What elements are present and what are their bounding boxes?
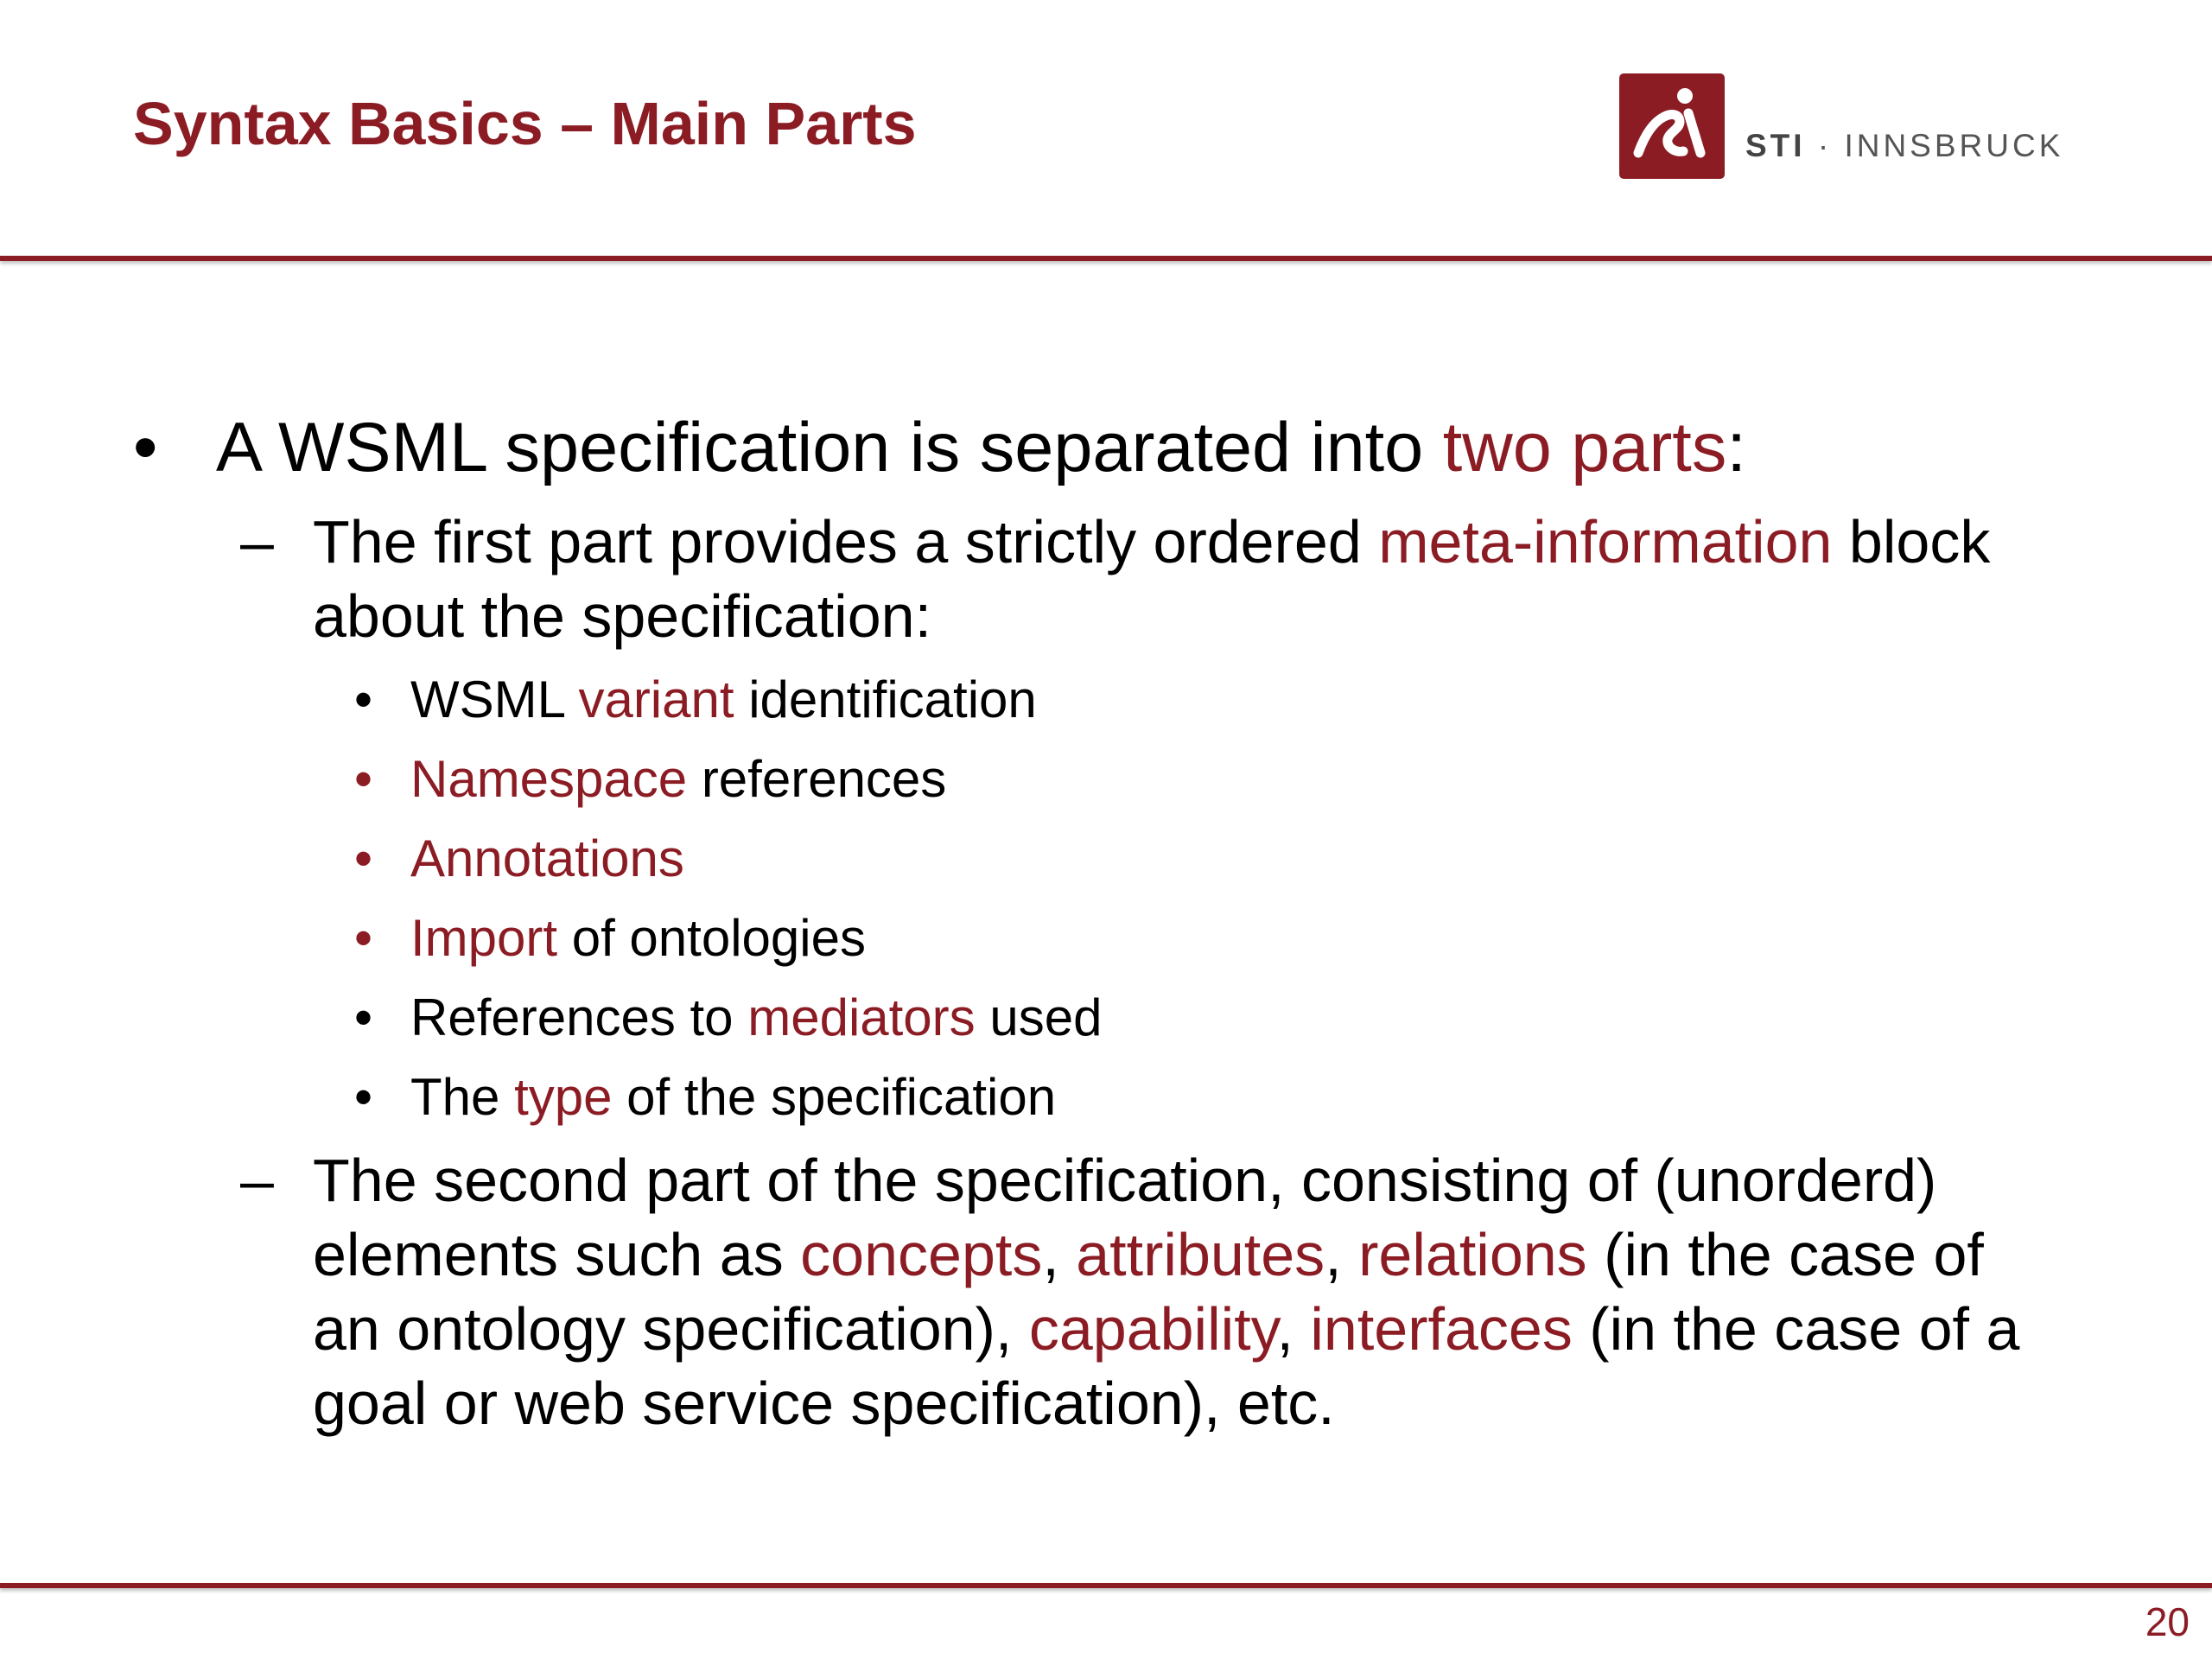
slide-title: Syntax Basics – Main Parts bbox=[133, 90, 917, 157]
main-bullet-post: : bbox=[1726, 409, 1746, 486]
logo-text-separator: · bbox=[1805, 128, 1845, 163]
first-part-pre: The first part provides a strictly ordered bbox=[313, 508, 1379, 575]
sub-item-annotations bbox=[410, 829, 684, 888]
second-part-pre: an ontology specification), bbox=[313, 1295, 1029, 1363]
second-part-line-3 bbox=[313, 1292, 2019, 1366]
sub-item-post: of the specification bbox=[612, 1068, 1057, 1126]
sub-bullet-marker: • bbox=[354, 988, 373, 1046]
second-part-line-1: The second part of the specification, consisting of (unorderd) bbox=[313, 1147, 1937, 1214]
second-part-line-4: goal or web service specification), etc. bbox=[313, 1370, 1335, 1437]
interfaces-highlight: interfaces bbox=[1310, 1295, 1573, 1363]
capability-highlight: capability bbox=[1028, 1295, 1277, 1363]
first-part-highlight: meta-information bbox=[1378, 508, 1833, 575]
logo-text-bold: STI bbox=[1745, 128, 1806, 163]
sub-item-highlight: mediators bbox=[747, 988, 976, 1046]
logo-text bbox=[1745, 128, 2063, 164]
concepts-highlight: concepts bbox=[800, 1221, 1043, 1288]
sub-item-namespace bbox=[410, 749, 946, 809]
sub-item-mediators bbox=[410, 988, 1102, 1047]
footer-rule bbox=[0, 1583, 2212, 1588]
logo-text-rest: INNSBRUCK bbox=[1844, 128, 2064, 163]
sub-item-highlight: Namespace bbox=[410, 750, 688, 808]
second-part-pre: elements such as bbox=[313, 1221, 801, 1288]
main-bullet-text bbox=[216, 408, 1746, 488]
dash-marker: – bbox=[240, 508, 274, 575]
sub-item-highlight: type bbox=[514, 1068, 613, 1126]
separator: , bbox=[1276, 1295, 1311, 1363]
header-rule bbox=[0, 256, 2212, 261]
sub-item-pre: References to bbox=[410, 988, 748, 1046]
attributes-highlight: attributes bbox=[1076, 1221, 1325, 1288]
first-part-line-2: about the specification: bbox=[313, 582, 932, 650]
sub-item-highlight: Import bbox=[410, 909, 558, 967]
separator: , bbox=[1325, 1221, 1359, 1288]
sub-item-highlight: variant bbox=[578, 671, 734, 728]
sub-bullet-marker: • bbox=[354, 1068, 373, 1126]
relations-highlight: relations bbox=[1358, 1221, 1587, 1288]
sub-bullet-marker: • bbox=[354, 830, 373, 887]
sub-item-post: references bbox=[687, 750, 947, 808]
main-bullet-highlight: two parts bbox=[1442, 409, 1727, 486]
sub-item-highlight: Annotations bbox=[410, 830, 684, 887]
second-part-post: (in the case of a bbox=[1572, 1295, 2020, 1363]
sub-item-import bbox=[410, 908, 866, 968]
sub-item-pre: The bbox=[410, 1068, 515, 1126]
second-part-line-2 bbox=[313, 1217, 1984, 1292]
page-number: 20 bbox=[2145, 1599, 2190, 1644]
sub-bullet-marker: • bbox=[354, 750, 373, 808]
sub-item-post: used bbox=[975, 988, 1103, 1046]
main-bullet-pre: A WSML specification is separated into bbox=[216, 409, 1443, 486]
sub-item-type bbox=[410, 1067, 1056, 1127]
sti-logo-icon bbox=[1619, 73, 1725, 179]
first-part-line-1 bbox=[313, 505, 1990, 579]
first-part-post: block bbox=[1832, 508, 1991, 575]
sub-bullet-marker: • bbox=[354, 671, 373, 728]
sub-item-variant bbox=[410, 670, 1037, 729]
sub-item-post: identification bbox=[734, 671, 1037, 728]
sub-item-pre: WSML bbox=[410, 671, 579, 728]
dash-marker: – bbox=[240, 1147, 274, 1214]
sub-item-post: of ontologies bbox=[557, 909, 866, 967]
second-part-post: (in the case of bbox=[1586, 1221, 1984, 1288]
separator: , bbox=[1042, 1221, 1077, 1288]
bullet-marker: • bbox=[133, 409, 158, 486]
sub-bullet-marker: • bbox=[354, 909, 373, 967]
